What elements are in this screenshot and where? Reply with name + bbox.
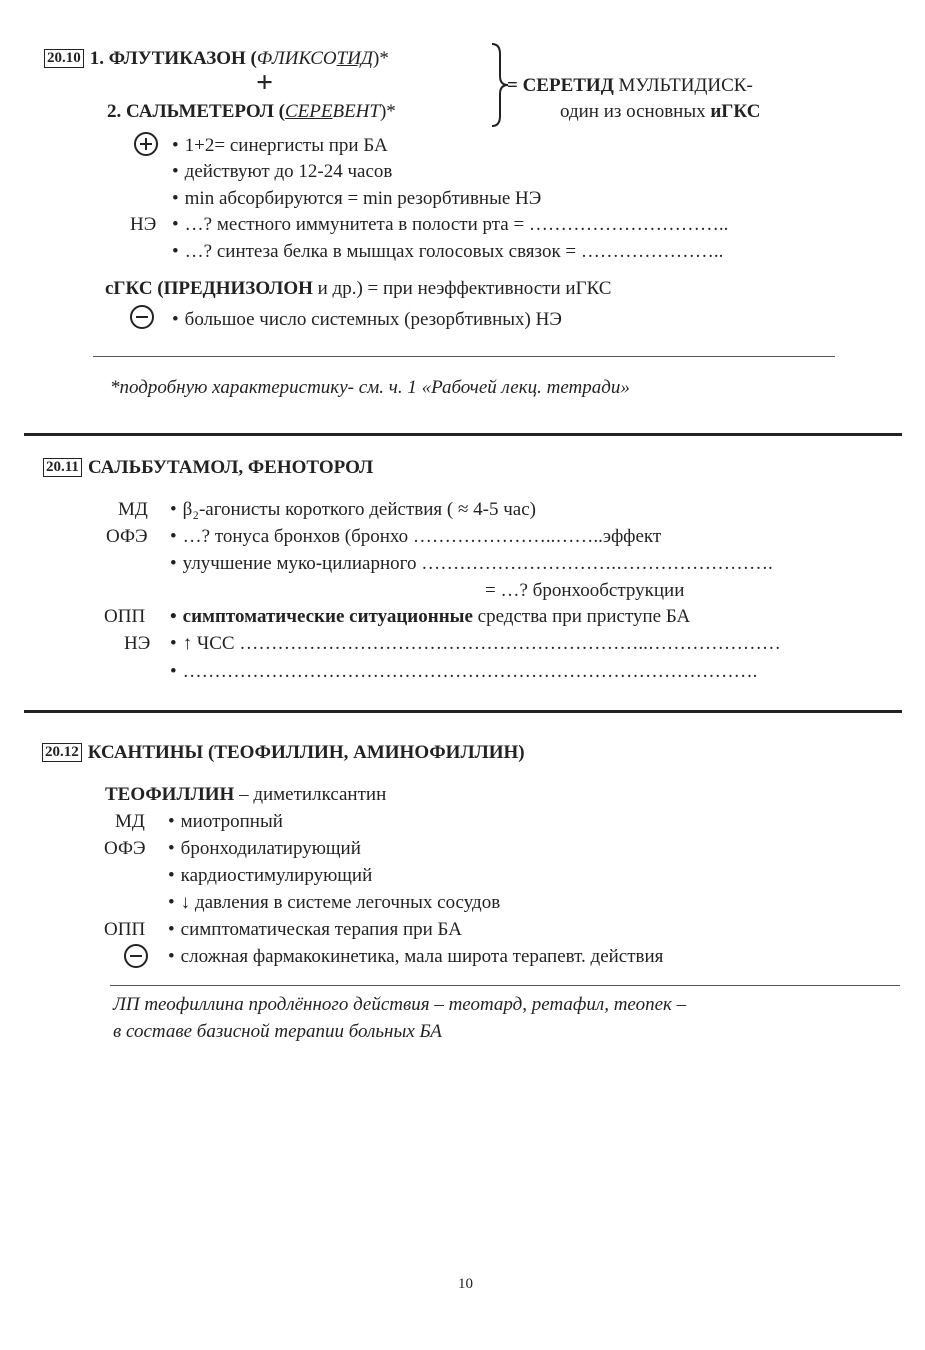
ofe-item: • улучшение муко-цилиарного ………………………….…………………….	[170, 553, 773, 574]
ne-item: • …? местного иммунитета в полости рта = …………………………..	[172, 214, 729, 235]
ne-label: НЭ	[130, 214, 157, 235]
md-item: • миотропный	[168, 811, 283, 832]
ofe-item: • кардиостимулирующий	[168, 865, 373, 886]
ne-item: • ……………………………………………………………………………….	[170, 661, 758, 682]
ne-item: • …? синтеза белка в мышцах голосовых связок = …………………..	[172, 241, 724, 262]
seretide-desc: один из основных иГКС	[560, 101, 761, 122]
divider	[93, 356, 835, 357]
opp-label: ОПП	[104, 606, 146, 627]
ofe-label: ОФЭ	[104, 838, 146, 859]
sgks-line: сГКС (ПРЕДНИЗОЛОН и др.) = при неэффективности иГКС	[105, 278, 612, 299]
section-20-10-drug1: 20.10 1. ФЛУТИКАЗОН (ФЛИКСОТИД)*	[44, 48, 389, 70]
note-line-1: ЛП теофиллина продлённого действия – теотард, ретафил, теопек –	[113, 994, 687, 1015]
cons-item: • сложная фармакокинетика, мала широта терапевт. действия	[168, 946, 664, 967]
ofe-continuation: = …? бронхообструкции	[485, 580, 685, 601]
section-20-11-title: 20.11 САЛЬБУТАМОЛ, ФЕНОТОРОЛ	[43, 457, 373, 479]
divider	[110, 985, 900, 986]
section-20-12-title: 20.12 КСАНТИНЫ (ТЕОФИЛЛИН, АМИНОФИЛЛИН)	[42, 742, 525, 764]
page-number: 10	[458, 1276, 473, 1292]
md-label: МД	[118, 499, 148, 520]
opp-label: ОПП	[104, 919, 146, 940]
seretide-combo: = СЕРЕТИД МУЛЬТИДИСК-	[507, 75, 753, 96]
opp-item: • симптоматические ситуационные средства при приступе БА	[170, 606, 691, 627]
theophylline-line: ТЕОФИЛЛИН – диметилксантин	[105, 784, 387, 805]
ne-item: • ↑ ЧСС ………………………………………………………..…………………	[170, 633, 781, 654]
minus-circle-icon	[124, 944, 148, 968]
section-divider	[24, 433, 902, 436]
section-number: 20.11	[43, 458, 82, 477]
section-20-10-drug2: 2. САЛЬМЕТЕРОЛ (СЕРЕВЕНТ)*	[107, 101, 396, 122]
md-item: • β₂-агонисты короткого действия ( ≈ 4-5 час)	[170, 499, 536, 520]
pros-item: • действуют до 12-24 часов	[172, 161, 393, 182]
cons-item: • большое число системных (резорбтивных) НЭ	[172, 309, 562, 330]
section-number: 20.12	[42, 743, 82, 762]
section-number: 20.10	[44, 49, 84, 68]
plus-sign: +	[256, 66, 274, 99]
ofe-item: • бронходилатирующий	[168, 838, 361, 859]
section-divider	[24, 710, 902, 713]
plus-circle-icon	[134, 132, 158, 156]
minus-circle-icon	[130, 305, 154, 329]
pros-item: • 1+2= синергисты при БА	[172, 135, 388, 156]
md-label: МД	[115, 811, 145, 832]
pros-item: • min абсорбируются = min резорбтивные НЭ	[172, 188, 542, 209]
opp-item: • симптоматическая терапия при БА	[168, 919, 462, 940]
ne-label: НЭ	[124, 633, 151, 654]
ofe-label: ОФЭ	[106, 526, 148, 547]
ofe-item: • ↓ давления в системе легочных сосудов	[168, 892, 501, 913]
footnote: *подробную характеристику- см. ч. 1 «Рабочей лекц. тетради»	[110, 377, 630, 398]
ofe-item: • …? тонуса бронхов (бронхо …………………..……..эффект	[170, 526, 662, 547]
note-line-2: в составе базисной терапии больных БА	[113, 1021, 442, 1042]
